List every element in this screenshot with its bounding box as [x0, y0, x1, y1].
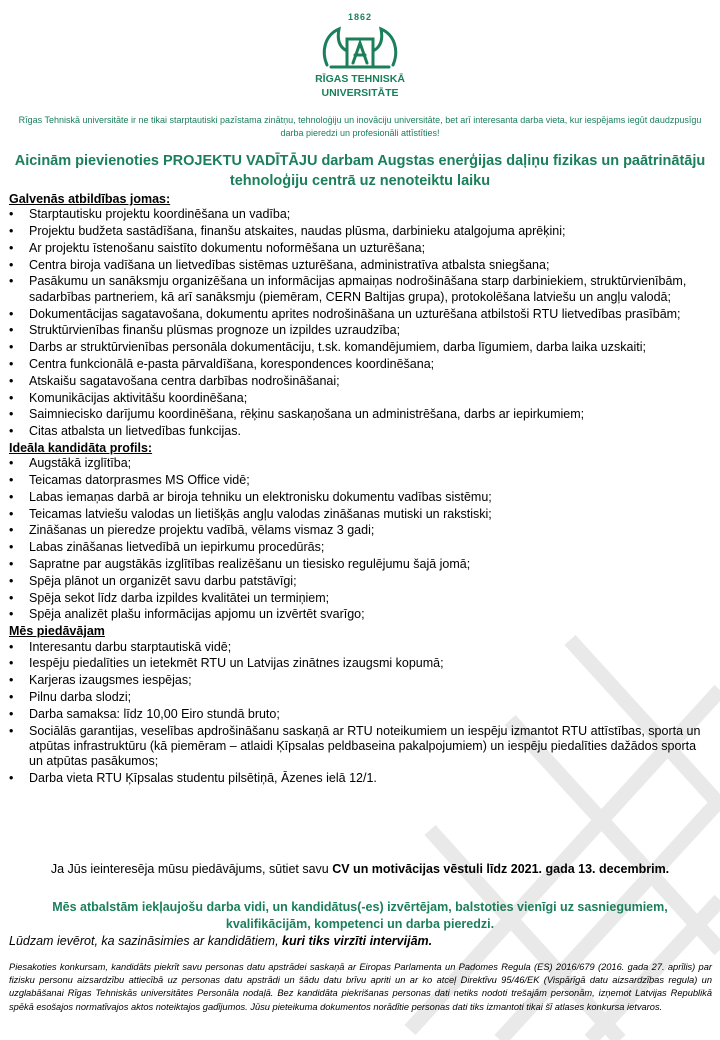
- list-item: • Zināšanas un pieredze projektu vadībā, vēlams vismaz 3 gadi;: [9, 523, 709, 538]
- list-item: • Saimniecisko darījumu koordinēšana, rēķinu saskaņošana un administrēšana, darbs ar iepirkumiem;: [9, 407, 709, 422]
- offer-list: [9, 640, 709, 787]
- application-call-to-action: [0, 862, 720, 876]
- list-item: • Interesantu darbu starptautiskā vidē;: [9, 640, 709, 655]
- list-item: • Darbs ar struktūrvienības personāla dokumentāciju, t.sk. komandējumiem, darba līgumiem, darba laika uzskaiti;: [9, 340, 709, 355]
- list-item: • Labas zināšanas lietvedībā un iepirkumu procedūrās;: [9, 540, 709, 555]
- list-item: • Citas atbalsta un lietvedības funkcijas.: [9, 424, 709, 439]
- list-item: • Darba vieta RTU Ķīpsalas studentu pilsētiņā, Āzenes ielā 12/1.: [9, 771, 709, 786]
- list-item: • Teicamas datorprasmes MS Office vidē;: [9, 473, 709, 488]
- list-item: • Komunikācijas aktivitāšu koordinēšana;: [9, 391, 709, 406]
- notice-text: Lūdzam ievērot, ka sazināsimies ar kandidātiem,: [9, 934, 283, 948]
- list-item: • Sapratne par augstākās izglītības realizēšanu un tiesisko regulējumu šajā jomā;: [9, 557, 709, 572]
- list-item: • Labas iemaņas darbā ar biroja tehniku un elektronisku dokumentu vadības sistēmu;: [9, 490, 709, 505]
- cta-deadline: CV un motivācijas vēstuli līdz 2021. gada 13. decembrim.: [332, 862, 670, 876]
- list-item: • Centra biroja vadīšana un lietvedības sistēmas uzturēšana, administratīva atbalsta sniegšana;: [9, 258, 709, 273]
- notice-emphasis: kuri tiks virzīti intervijām.: [282, 934, 433, 948]
- list-item: • Pasākumu un sanāksmju organizēšana un informācijas apmaiņas nodrošināšana starp darbiniekiem, struktūrvienībām, sadarbības partneriem, kā arī sanāksmju (piemēram, CERN Baltijas grupa), protokolēšana latviešu un angļu valodā;: [9, 274, 709, 305]
- section-heading-candidate-profile: Ideāla kandidāta profils:: [9, 440, 153, 455]
- list-item: • Starptautisku projektu koordinēšana un vadība;: [9, 207, 709, 222]
- rtu-logo: [300, 12, 420, 112]
- logo-name-line1: RĪGAS TEHNISKĀ: [315, 73, 405, 85]
- section-heading-responsibilities: Galvenās atbildības jomas:: [9, 192, 171, 206]
- list-item: • Dokumentācijas sagatavošana, dokumentu aprites nodrošināšana un uzturēšana atbilstoši RTU lietvedības prasībām;: [9, 307, 709, 322]
- responsibilities-list: [9, 207, 709, 439]
- list-item: • Centra funkcionālā e-pasta pārvaldīšana, korespondences koordinēšana;: [9, 357, 709, 372]
- list-item: • Struktūrvienības finanšu plūsmas prognoze un izpildes uzraudzība;: [9, 323, 709, 338]
- logo-name-line2: UNIVERSITĀTE: [321, 87, 399, 99]
- intro-text: Rīgas Tehniskā universitāte ir ne tikai starptautiski pazīstama zinātņu, tehnoloģiju un inovāciju universitāte, bet arī interesanta darba vieta, kur iespējams iegūt daudzpusīgu darba pieredzi un profesionāli attīstīties!: [18, 115, 702, 138]
- list-item: • Karjeras izaugsmes iespējas;: [9, 673, 709, 688]
- vacancy-body: [9, 192, 709, 788]
- list-item: • Sociālās garantijas, veselības apdrošināšanu saskaņā ar RTU noteikumiem un iespēju izmantot RTU attīstības, sporta un atpūtas infrastruktūru (kā piemēram – atlaidi Ķīpsalas peldbaseina pakalpojumiem) un iespēju piedalīties dažādos sporta un atpūtas pasākumos;: [9, 724, 709, 770]
- list-item: • Spēja plānot un organizēt savu darbu patstāvīgi;: [9, 574, 709, 589]
- page-title: Aicinām pievienoties PROJEKTU VADĪTĀJU darbam Augstas enerģijas daļiņu fizikas un paātrinātāju tehnoloģiju centrā uz nenoteiktu laiku: [14, 153, 706, 189]
- list-item: • Augstākā izglītība;: [9, 456, 709, 471]
- list-item: • Spēja sekot līdz darba izpildes kvalitātei un termiņiem;: [9, 591, 709, 606]
- privacy-disclaimer: Piesakoties konkursam, kandidāts piekrīt savu personas datu apstrādei saskaņā ar Eiropas Parlamenta un Padomes Regula (ES) 2016/679 (2016. gada 27. aprīlis) par fizisku personu aizsardzību attiecībā uz personas datu apstrādi un šādu datu brīvu apriti un ar ko atceļ Direktīvu 95/46/EK (Vispārīgā datu aizsardzības regula) un uzglabāšanai Rīgas Tehniskās universitātes Personāla nodaļā. Bez kandidāta piekrišanas personas dati netiks nodoti trešajām personām, izņemot Latvijas Republikā spēkā esošajos normatīvajos aktos noteiktajos gadījumos. Jūsu pieteikuma dokumentos norādītie personas dati tiks izmantoti tikai šī atlases konkursa ietvaros.: [9, 962, 712, 1012]
- list-item: • Darba samaksa: līdz 10,00 Eiro stundā bruto;: [9, 707, 709, 722]
- list-item: • Projektu budžeta sastādīšana, finanšu atskaites, naudas plūsma, darbinieku atalgojuma aprēķini;: [9, 224, 709, 239]
- list-item: • Iespēju piedalīties un ietekmēt RTU un Latvijas zinātnes izaugsmi kopumā;: [9, 656, 709, 671]
- interview-notice: [9, 934, 709, 948]
- logo-year: 1862: [347, 12, 373, 22]
- list-item: • Teicamas latviešu valodas un lietišķās angļu valodas zināšanas mutiski un rakstiski;: [9, 507, 709, 522]
- list-item: • Pilnu darba slodzi;: [9, 690, 709, 705]
- list-item: • Atskaišu sagatavošana centra darbības nodrošināšanai;: [9, 374, 709, 389]
- section-heading-offer: Mēs piedāvājam: [9, 624, 105, 639]
- cta-text: Ja Jūs ieinteresēja mūsu piedāvājums, sūtiet savu: [50, 862, 333, 876]
- list-item: • Spēja analizēt plašu informācijas apjomu un izvērtēt svarīgo;: [9, 607, 709, 622]
- candidate-profile-list: [9, 456, 709, 622]
- inclusion-statement: Mēs atbalstām iekļaujošu darba vidi, un kandidātus(-es) izvērtējam, balstoties vienīgi uz sasniegumiem, kvalifikācijām, kompetenci un darba pieredzi.: [52, 900, 668, 931]
- rtu-emblem-icon: [317, 23, 403, 71]
- list-item: • Ar projektu īstenošanu saistīto dokumentu noformēšana un uzturēšana;: [9, 241, 709, 256]
